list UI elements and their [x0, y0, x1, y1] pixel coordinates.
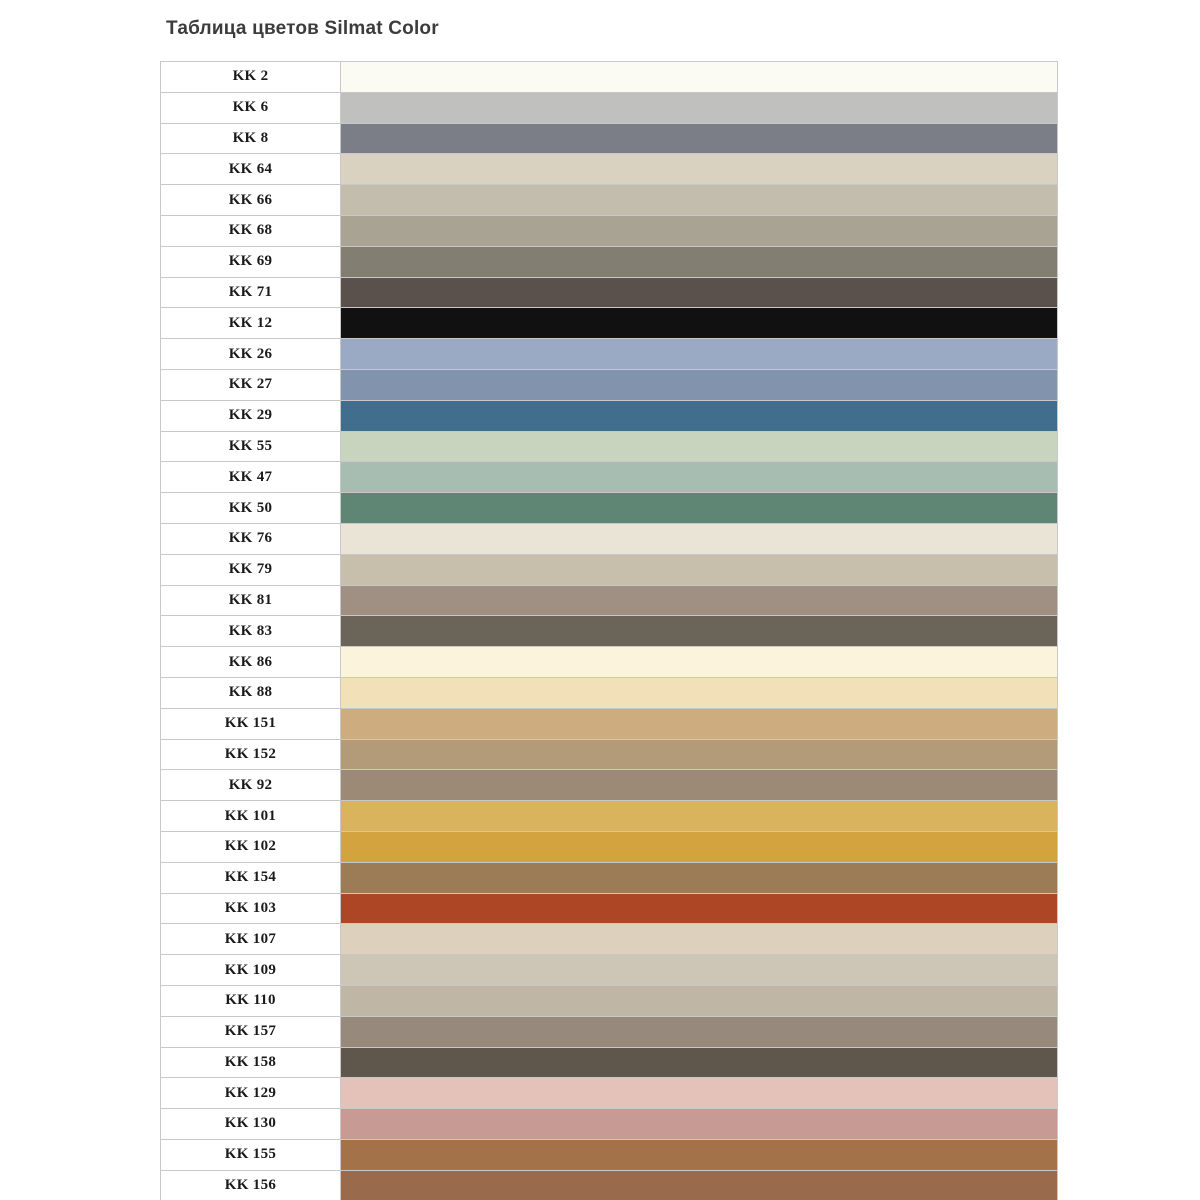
table-row — [161, 709, 1058, 740]
color-swatch-cell — [341, 493, 1058, 524]
color-swatch-cell — [341, 278, 1058, 309]
color-swatch-cell — [341, 524, 1058, 555]
color-swatch-cell — [341, 1109, 1058, 1140]
color-code-cell: KK 83 — [161, 616, 341, 647]
table-row — [161, 1078, 1058, 1109]
color-swatch-cell — [341, 401, 1058, 432]
color-code-cell: KK 156 — [161, 1171, 341, 1200]
color-code-cell: KK 79 — [161, 555, 341, 586]
table-row — [161, 93, 1058, 124]
color-code-cell: KK 157 — [161, 1017, 341, 1048]
table-row — [161, 678, 1058, 709]
table-row — [161, 616, 1058, 647]
color-swatch-cell — [341, 740, 1058, 771]
color-swatch-cell — [341, 555, 1058, 586]
color-code-cell: KK 66 — [161, 185, 341, 216]
color-code-cell: KK 102 — [161, 832, 341, 863]
table-row — [161, 801, 1058, 832]
table-row — [161, 586, 1058, 617]
color-swatch-cell — [341, 924, 1058, 955]
table-row — [161, 370, 1058, 401]
color-code-cell: KK 151 — [161, 709, 341, 740]
table-row — [161, 124, 1058, 155]
color-swatch-cell — [341, 894, 1058, 925]
color-code-cell: KK 50 — [161, 493, 341, 524]
color-swatch-cell — [341, 1140, 1058, 1171]
color-code-cell: KK 12 — [161, 308, 341, 339]
color-code-cell: KK 26 — [161, 339, 341, 370]
color-code-cell: KK 2 — [161, 62, 341, 93]
table-row — [161, 770, 1058, 801]
color-code-cell: KK 47 — [161, 462, 341, 493]
color-code-cell: KK 101 — [161, 801, 341, 832]
table-row — [161, 247, 1058, 278]
color-code-cell: KK 110 — [161, 986, 341, 1017]
color-swatch-cell — [341, 586, 1058, 617]
color-code-cell: KK 64 — [161, 154, 341, 185]
color-swatch-cell — [341, 432, 1058, 463]
table-row — [161, 1171, 1058, 1200]
table-row — [161, 1048, 1058, 1079]
color-swatch-cell — [341, 1048, 1058, 1079]
color-swatch-cell — [341, 678, 1058, 709]
table-row — [161, 740, 1058, 771]
color-swatch-cell — [341, 93, 1058, 124]
table-row — [161, 555, 1058, 586]
table-row — [161, 647, 1058, 678]
color-code-cell: KK 109 — [161, 955, 341, 986]
table-row — [161, 832, 1058, 863]
table-row — [161, 308, 1058, 339]
page-title: Таблица цветов Silmat Color — [166, 18, 439, 39]
color-swatch-cell — [341, 62, 1058, 93]
table-row — [161, 462, 1058, 493]
table-row — [161, 339, 1058, 370]
color-code-cell: KK 92 — [161, 770, 341, 801]
color-code-cell: KK 86 — [161, 647, 341, 678]
color-code-cell: KK 6 — [161, 93, 341, 124]
table-row — [161, 1140, 1058, 1171]
color-swatch-cell — [341, 863, 1058, 894]
table-row — [161, 185, 1058, 216]
color-code-cell: KK 103 — [161, 894, 341, 925]
color-code-cell: KK 29 — [161, 401, 341, 432]
color-code-cell: KK 27 — [161, 370, 341, 401]
color-code-cell: KK 152 — [161, 740, 341, 771]
color-swatch-cell — [341, 801, 1058, 832]
color-swatch-cell — [341, 124, 1058, 155]
color-swatch-cell — [341, 308, 1058, 339]
color-swatch-cell — [341, 986, 1058, 1017]
color-swatch-cell — [341, 247, 1058, 278]
table-row — [161, 493, 1058, 524]
color-code-cell: KK 71 — [161, 278, 341, 309]
color-swatch-cell — [341, 770, 1058, 801]
color-code-cell: KK 158 — [161, 1048, 341, 1079]
color-swatch-cell — [341, 616, 1058, 647]
color-swatch-cell — [341, 709, 1058, 740]
color-swatch-cell — [341, 1017, 1058, 1048]
color-code-cell: KK 88 — [161, 678, 341, 709]
table-row — [161, 1017, 1058, 1048]
table-row — [161, 894, 1058, 925]
color-swatch-cell — [341, 154, 1058, 185]
color-swatch-cell — [341, 832, 1058, 863]
color-code-cell: KK 129 — [161, 1078, 341, 1109]
color-swatch-cell — [341, 1171, 1058, 1200]
color-code-cell: KK 8 — [161, 124, 341, 155]
table-row — [161, 1109, 1058, 1140]
color-code-cell: KK 55 — [161, 432, 341, 463]
color-swatch-cell — [341, 216, 1058, 247]
table-row — [161, 986, 1058, 1017]
color-code-cell: KK 155 — [161, 1140, 341, 1171]
table-row — [161, 432, 1058, 463]
color-code-cell: KK 68 — [161, 216, 341, 247]
table-row — [161, 216, 1058, 247]
table-row — [161, 924, 1058, 955]
table-row — [161, 154, 1058, 185]
color-swatch-cell — [341, 647, 1058, 678]
table-row — [161, 524, 1058, 555]
color-code-cell: KK 130 — [161, 1109, 341, 1140]
color-code-cell: KK 81 — [161, 586, 341, 617]
table-row — [161, 62, 1058, 93]
color-swatch-cell — [341, 462, 1058, 493]
color-swatch-cell — [341, 370, 1058, 401]
color-swatch-cell — [341, 185, 1058, 216]
color-table — [160, 61, 1058, 1200]
color-code-cell: KK 76 — [161, 524, 341, 555]
color-code-cell: KK 69 — [161, 247, 341, 278]
table-row — [161, 401, 1058, 432]
color-code-cell: KK 154 — [161, 863, 341, 894]
color-swatch-cell — [341, 1078, 1058, 1109]
color-code-cell: KK 107 — [161, 924, 341, 955]
table-row — [161, 863, 1058, 894]
color-swatch-cell — [341, 339, 1058, 370]
table-row — [161, 955, 1058, 986]
table-row — [161, 278, 1058, 309]
color-swatch-cell — [341, 955, 1058, 986]
